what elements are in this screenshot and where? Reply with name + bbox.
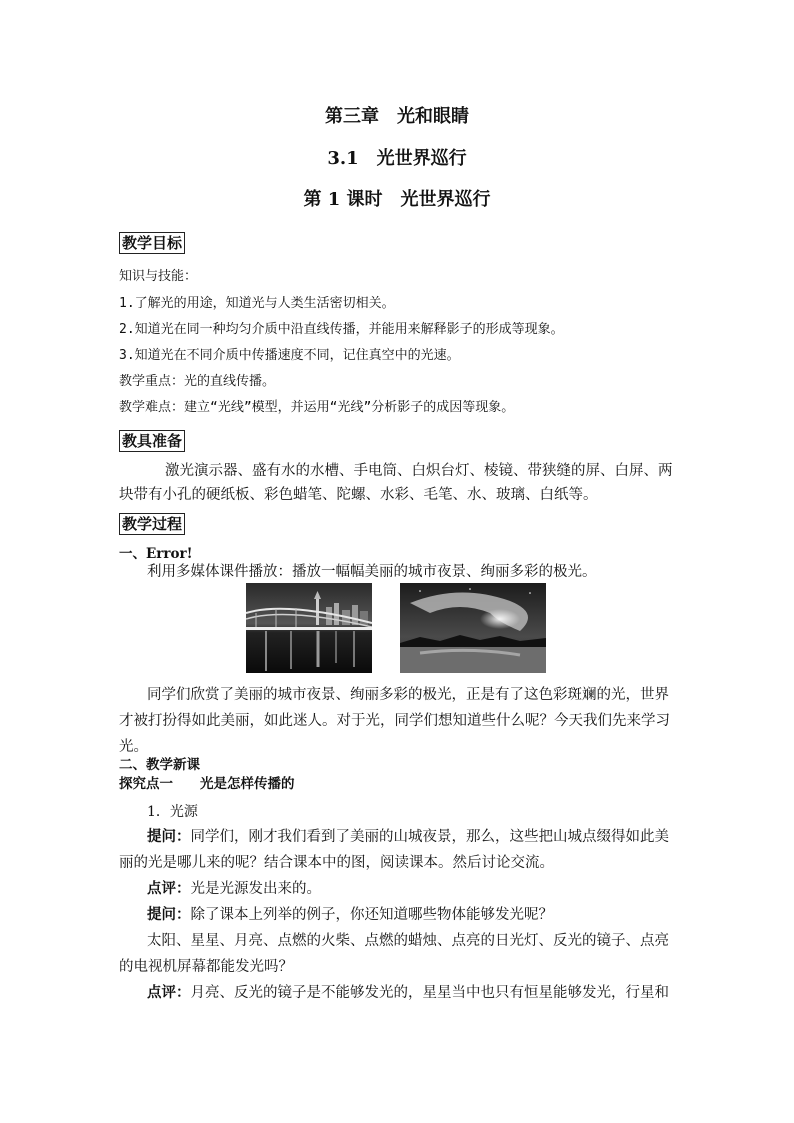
comment-1 [147,880,321,898]
question-1-text: 同学们，刚才我们看到了美丽的山城夜景，那么，这些把山城点缀得如此美 [190,829,669,845]
key-point: 教学重点：光的直线传播。 [119,374,276,389]
knowledge-label: 知识与技能： [119,269,198,284]
explore-title: 探究点一 光是怎样传播的 [119,776,295,792]
goal-item-1: 1.了解光的用途，知道光与人类生活密切相关。 [119,296,395,311]
chapter-title: 第三章 光和眼睛 [325,106,469,127]
aurora-image [400,583,546,673]
para2-line-1: 太阳、星星、月亮、点燃的火柴、点燃的蜡烛、点亮的日光灯、反光的镜子、点亮 [147,933,669,949]
process-heading: 教学过程 [119,513,185,535]
aurora-image-svg [400,583,546,673]
city-night-image [246,583,372,673]
comment-1-text: 光是光源发出来的。 [190,881,321,897]
goals-heading: 教学目标 [119,232,185,254]
question-1-line-1 [147,828,669,846]
goal-item-2: 2.知道光在同一种均匀介质中沿直线传播，并能用来解释影子的形成等现象。 [119,322,564,337]
tools-heading: 教具准备 [119,430,185,452]
intro-text: 利用多媒体课件播放：播放一幅幅美丽的城市夜景、绚丽多彩的极光。 [147,564,597,580]
comment-2 [147,984,669,1002]
question-2 [147,906,553,924]
question-2-text: 除了课本上列举的例子，你还知道哪些物体能够发光呢？ [190,907,553,923]
question-1-line-2: 丽的光是哪儿来的呢？结合课本中的图，阅读课本。然后讨论交流。 [119,855,554,871]
comment-1-label: 点评： [147,880,191,897]
tools-line-2: 块带有小孔的硬纸板、彩色蜡笔、陀螺、水彩、毛笔、水、玻璃、白纸等。 [119,487,598,503]
section-title: 3.1 光世界巡行 [327,148,467,169]
para1-line-3: 光。 [119,739,148,755]
part2-title: 二、教学新课 [119,757,200,773]
question-1-label: 提问： [147,828,191,845]
city-night-image-svg [246,583,372,673]
para1-line-1: 同学们欣赏了美丽的城市夜景、绚丽多彩的极光，正是有了这色彩斑斓的光，世界 [147,687,669,703]
part1-title: 一、Error! [119,546,193,562]
comment-2-label: 点评： [147,984,191,1001]
difficulty: 教学难点：建立“光线”模型，并运用“光线”分析影子的成因等现象。 [119,400,515,415]
para1-line-2: 才被打扮得如此美丽，如此迷人。对于光，同学们想知道些什么呢？今天我们先来学习 [119,713,670,729]
comment-2-text: 月亮、反光的镜子是不能够发光的，星星当中也只有恒星能够发光，行星和 [190,985,669,1001]
question-2-label: 提问： [147,906,191,923]
goal-item-3: 3.知道光在不同介质中传播速度不同，记住真空中的光速。 [119,348,460,363]
tools-line-1: 激光演示器、盛有水的水槽、手电筒、白炽台灯、棱镜、带狭缝的屏、白屏、两 [165,463,673,479]
para2-line-2: 的电视机屏幕都能发光吗？ [119,959,293,975]
lesson-title: 第 1 课时 光世界巡行 [303,189,491,210]
sub1-title: 1．光源 [147,804,198,820]
